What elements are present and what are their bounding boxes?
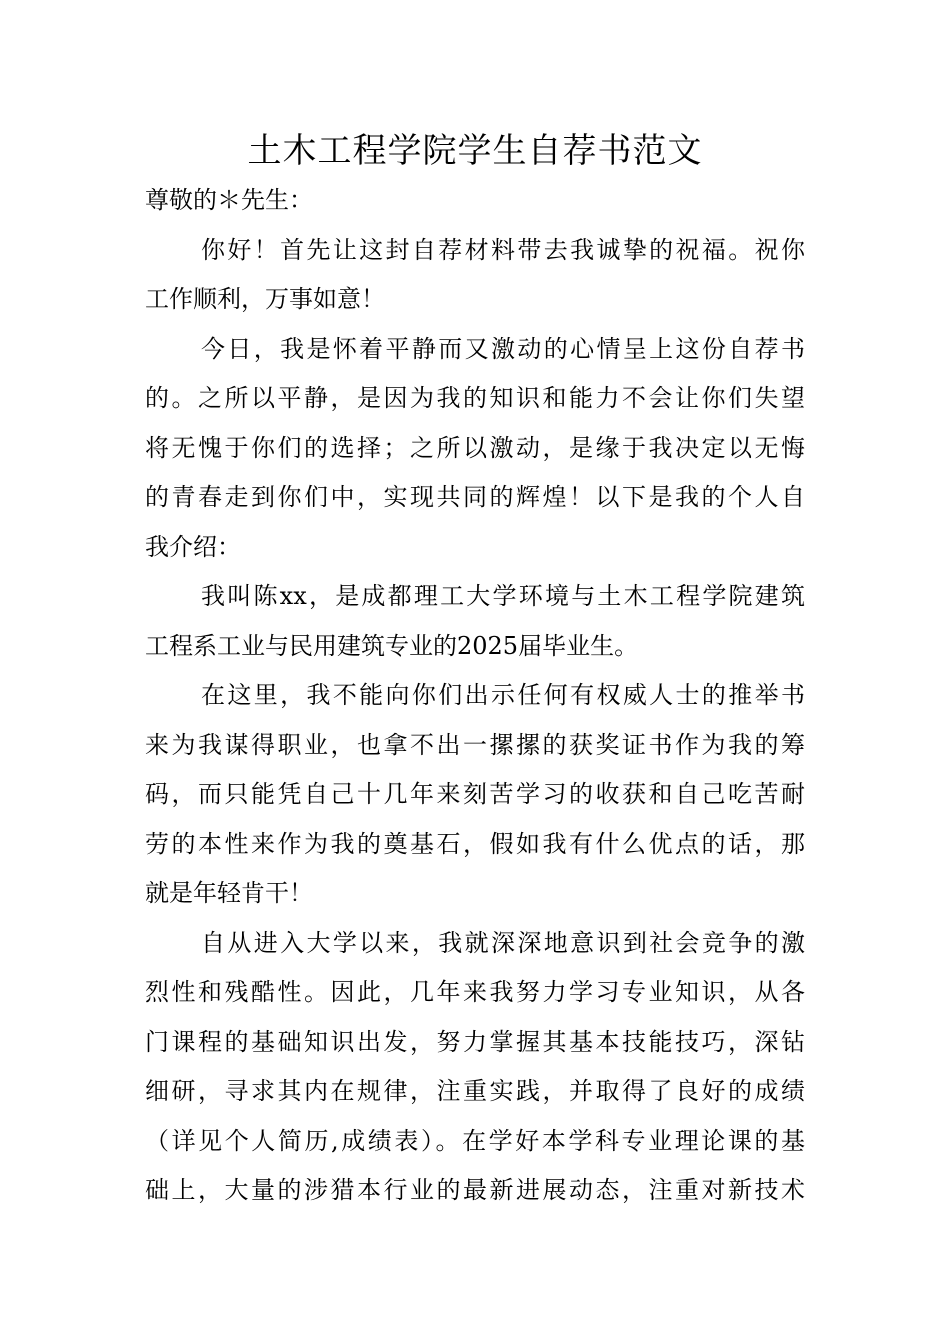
salutation: 尊敬的＊先生： — [145, 186, 313, 214]
paragraph-line: 细研，寻求其内在规律，注重实践，并取得了良好的成绩 — [145, 1077, 805, 1105]
paragraph-line: 的。之所以平静，是因为我的知识和能力不会让你们失望 — [145, 384, 805, 412]
paragraph-line: 础上，大量的涉猎本行业的最新进展动态，注重对新技术 — [145, 1176, 805, 1204]
paragraph-line: 你好！首先让这封自荐材料带去我诚挚的祝福。祝你 — [201, 235, 805, 264]
paragraph-intro — [145, 325, 805, 573]
paragraph-line: 今日，我是怀着平静而又激动的心情呈上这份自荐书 — [201, 334, 805, 363]
paragraph-line: 我介绍： — [145, 532, 241, 561]
paragraph-line: 自从进入大学以来，我就深深地意识到社会竞争的激 — [201, 928, 805, 957]
paragraph-name — [145, 572, 805, 671]
paragraph-line: 我叫陈xx，是成都理工大学环境与土木工程学院建筑 — [201, 582, 805, 610]
paragraph-line: 的青春走到你们中，实现共同的辉煌！以下是我的个人自 — [145, 483, 805, 511]
paragraph-line: 门课程的基础知识出发，努力掌握其基本技能技巧，深钻 — [145, 1027, 805, 1056]
paragraph-line: 就是年轻肯干！ — [145, 879, 313, 907]
paragraph-line: 码，而只能凭自己十几年来刻苦学习的收获和自己吃苦耐 — [145, 780, 805, 808]
paragraph-line: 工作顺利，万事如意！ — [145, 285, 385, 313]
paragraph-line: （详见个人简历,成绩表）。在学好本学科专业理论课的基 — [145, 1126, 805, 1155]
paragraph-recommendation — [145, 671, 805, 919]
paragraph-line: 劳的本性来作为我的奠基石，假如我有什么优点的话，那 — [145, 829, 805, 858]
paragraph-line: 在这里，我不能向你们出示任何有权威人士的推举书 — [201, 681, 805, 709]
paragraph-line: 来为我谋得职业，也拿不出一摞摞的获奖证书作为我的筹 — [145, 730, 805, 759]
paragraph-line: 工程系工业与民用建筑专业的2025届毕业生。 — [145, 631, 639, 660]
document-title: 土木工程学院学生自荐书范文 — [247, 131, 703, 171]
document-page — [145, 126, 805, 1216]
paragraph-line: 将无愧于你们的选择；之所以激动，是缘于我决定以无悔 — [145, 433, 805, 462]
paragraph-greeting — [145, 226, 805, 325]
paragraph-line: 烈性和残酷性。因此，几年来我努力学习专业知识，从各 — [145, 978, 805, 1006]
paragraph-study — [145, 919, 805, 1216]
